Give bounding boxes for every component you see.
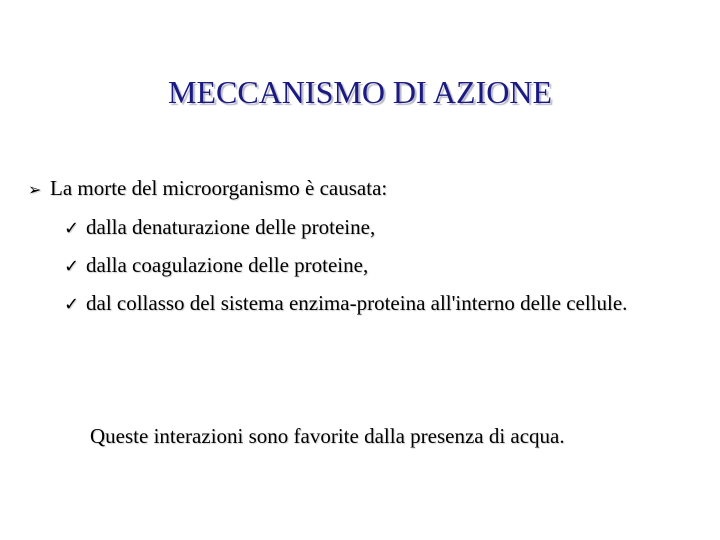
list-item-text: dalla coagulazione delle proteine, — [86, 253, 369, 277]
footer-note: Queste interazioni sono favorite dalla presenza di acqua. — [90, 424, 565, 448]
list-item — [64, 288, 627, 326]
list-item-text: dal collasso del sistema enzima-proteina all'interno delle cellule. — [86, 291, 628, 315]
list-item-text: dalla denaturazione delle proteine, — [86, 215, 376, 239]
main-bullet-text: La morte del microorganismo è causata: — [50, 176, 388, 200]
sub-bullet-list — [64, 212, 627, 326]
check-icon: ✓ — [64, 256, 80, 277]
main-bullet — [28, 176, 387, 201]
slide-title: MECCANISMO DI AZIONE — [168, 74, 552, 110]
list-item — [64, 212, 627, 250]
arrow-bullet-icon: ➢ — [28, 180, 42, 199]
list-item — [64, 250, 627, 288]
check-icon: ✓ — [64, 218, 80, 239]
check-icon: ✓ — [64, 294, 80, 315]
